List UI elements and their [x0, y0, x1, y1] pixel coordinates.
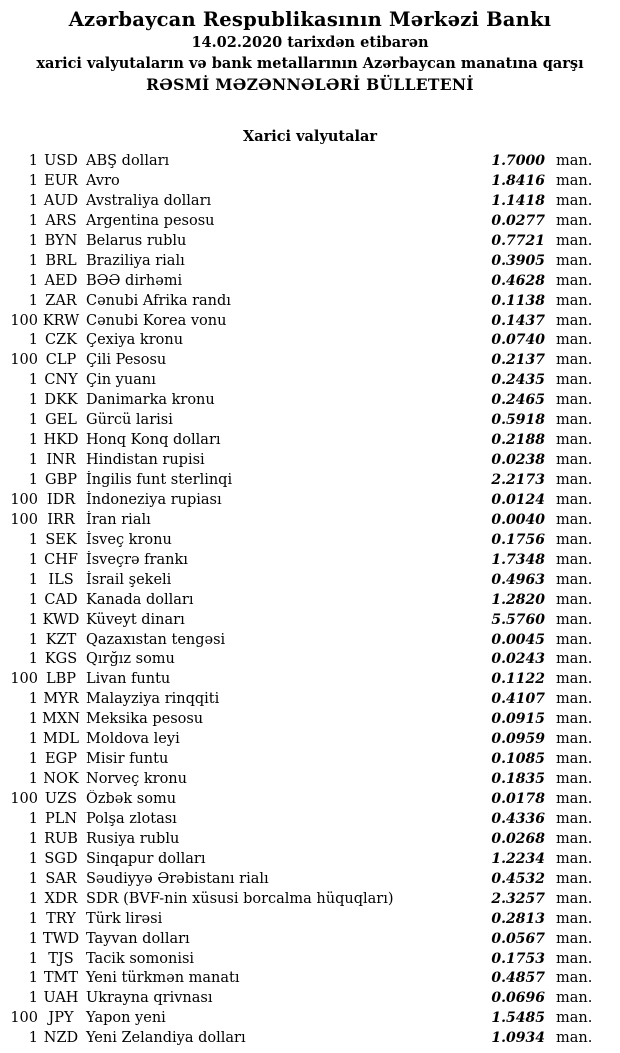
- rate-row: [0, 391, 605, 411]
- rate-currency-code: UAH: [43, 990, 79, 1007]
- rate-unit-label: man.: [556, 791, 593, 807]
- rate-quantity: 1: [28, 531, 38, 548]
- rate-currency-code: SAR: [45, 870, 77, 887]
- rate-unit-label: man.: [556, 751, 593, 768]
- rate-currency-name: Avro: [86, 172, 120, 189]
- rate-row: [0, 1009, 605, 1029]
- rate-quantity: 1: [28, 771, 38, 788]
- rate-value: 2.2173: [491, 472, 545, 488]
- rate-value: 0.0959: [491, 731, 545, 748]
- rate-row: [0, 431, 605, 451]
- rate-value: 0.0040: [491, 511, 545, 528]
- rate-row: [0, 950, 605, 970]
- rate-unit-label: man.: [556, 172, 593, 189]
- rate-value: 0.1138: [491, 292, 545, 309]
- rate-value: 1.0934: [491, 1030, 545, 1047]
- rate-row: [0, 411, 605, 431]
- rate-unit-label: man.: [556, 551, 593, 568]
- rate-quantity: 1: [28, 810, 38, 827]
- rate-value: 0.4963: [491, 571, 545, 588]
- rate-currency-code: CZK: [44, 332, 77, 349]
- rate-unit-label: man.: [556, 1010, 593, 1027]
- rate-unit-label: man.: [556, 970, 593, 987]
- rate-row: [0, 870, 605, 890]
- rate-currency-code: ILS: [48, 571, 74, 588]
- rate-value: 0.1122: [491, 671, 545, 688]
- rate-currency-name: Türk lirəsi: [86, 910, 163, 927]
- rate-currency-name: Livan funtu: [86, 671, 171, 688]
- rate-currency-code: AED: [44, 272, 78, 289]
- rate-quantity: 1: [28, 472, 38, 488]
- rate-currency-name: Danimarka kronu: [86, 392, 215, 409]
- rate-value: 0.3905: [491, 252, 545, 269]
- rate-currency-code: GEL: [45, 412, 77, 429]
- rate-currency-name: Honq Konq dolları: [86, 432, 221, 449]
- rate-currency-code: KGS: [44, 651, 78, 668]
- rate-unit-label: man.: [556, 890, 593, 907]
- rate-quantity: 1: [28, 631, 38, 648]
- rate-currency-code: KZT: [45, 631, 77, 648]
- rate-unit-label: man.: [556, 412, 593, 429]
- rate-currency-name: Tacik somonisi: [86, 950, 195, 967]
- rate-value: 0.0915: [491, 711, 545, 728]
- rate-currency-name: Hindistan rupisi: [86, 452, 205, 469]
- rate-currency-code: CHF: [44, 551, 78, 568]
- rate-unit-label: man.: [556, 491, 593, 508]
- rate-currency-code: TMT: [43, 970, 79, 987]
- rate-value: 0.4107: [491, 691, 545, 708]
- rate-quantity: 1: [28, 890, 38, 907]
- rate-unit-label: man.: [556, 810, 593, 827]
- rate-unit-label: man.: [556, 511, 593, 528]
- rate-currency-code: PLN: [44, 810, 78, 827]
- rate-currency-code: SGD: [44, 850, 78, 867]
- rate-quantity: 1: [28, 990, 38, 1007]
- rate-value: 0.2188: [491, 432, 545, 449]
- rate-row: [0, 152, 605, 172]
- rate-quantity: 100: [10, 791, 38, 807]
- rate-currency-code: EUR: [44, 172, 78, 189]
- rate-value: 0.5918: [491, 412, 545, 429]
- rate-currency-name: İndoneziya rupiası: [86, 491, 222, 508]
- rate-row: [0, 670, 605, 690]
- rate-value: 0.7721: [491, 232, 545, 249]
- rate-value: 0.0268: [491, 830, 545, 847]
- rate-currency-code: BRL: [45, 252, 77, 269]
- rate-row: [0, 571, 605, 591]
- rate-value: 1.1418: [491, 192, 545, 209]
- rate-value: 1.2234: [491, 850, 545, 867]
- rate-unit-label: man.: [556, 631, 593, 648]
- rate-currency-code: KWD: [42, 611, 80, 628]
- rate-currency-name: Yeni Zelandiya dolları: [86, 1030, 246, 1047]
- rate-quantity: 1: [28, 232, 38, 249]
- rate-currency-name: Gürcü larisi: [86, 412, 173, 429]
- rate-currency-code: UZS: [44, 791, 78, 807]
- rate-currency-name: Argentina pesosu: [86, 212, 215, 229]
- rate-currency-name: Küveyt dinarı: [86, 611, 185, 628]
- rate-unit-label: man.: [556, 591, 593, 608]
- rate-quantity: 1: [28, 153, 38, 169]
- rate-currency-name: İsrail şekeli: [86, 571, 172, 588]
- rate-quantity: 1: [28, 910, 38, 927]
- rate-quantity: 1: [28, 432, 38, 449]
- rate-currency-name: Ukrayna qrivnası: [86, 990, 213, 1007]
- rate-value: 0.2813: [491, 910, 545, 927]
- rate-currency-name: Yapon yeni: [86, 1010, 166, 1027]
- rate-quantity: 1: [28, 870, 38, 887]
- rate-currency-code: KRW: [42, 312, 80, 329]
- rate-value: 0.0696: [491, 990, 545, 1007]
- rate-currency-code: CLP: [45, 352, 77, 369]
- rate-unit-label: man.: [556, 192, 593, 209]
- rate-quantity: 100: [10, 312, 38, 329]
- rate-unit-label: man.: [556, 731, 593, 748]
- rate-currency-code: GBP: [45, 472, 77, 488]
- rate-unit-label: man.: [556, 531, 593, 548]
- rate-quantity: 1: [28, 252, 38, 269]
- rate-quantity: 1: [28, 452, 38, 469]
- rate-currency-code: TJS: [48, 950, 74, 967]
- rate-currency-name: Çin yuanı: [86, 372, 156, 389]
- rate-quantity: 1: [28, 292, 38, 309]
- rate-value: 0.0124: [491, 491, 545, 508]
- rate-currency-name: Qazaxıstan tengəsi: [86, 631, 226, 648]
- rate-quantity: 100: [10, 511, 38, 528]
- rate-unit-label: man.: [556, 232, 593, 249]
- rate-value: 0.0178: [491, 791, 545, 807]
- rate-value: 0.1437: [491, 312, 545, 329]
- rate-value: 0.2137: [491, 352, 545, 369]
- rate-unit-label: man.: [556, 910, 593, 927]
- rate-row: [0, 910, 605, 930]
- rate-unit-label: man.: [556, 352, 593, 369]
- rate-currency-name: Səudiyyə Ərəbistanı rialı: [86, 870, 269, 887]
- rate-value: 2.3257: [491, 890, 545, 907]
- rate-currency-name: Yeni türkmən manatı: [86, 970, 240, 987]
- rate-value: 5.5760: [491, 611, 545, 628]
- rate-row: [0, 511, 605, 531]
- rate-unit-label: man.: [556, 990, 593, 1007]
- rate-currency-code: NZD: [43, 1030, 79, 1047]
- rate-currency-code: MYR: [43, 691, 79, 708]
- rate-currency-code: DKK: [44, 392, 78, 409]
- rate-quantity: 1: [28, 691, 38, 708]
- rate-currency-code: XDR: [44, 890, 78, 907]
- rate-currency-name: Avstraliya dolları: [86, 192, 212, 209]
- rate-unit-label: man.: [556, 432, 593, 449]
- bulletin-subtitle: xarici valyutaların və bank metallarının Azərbaycan manatına qarşı: [36, 55, 584, 72]
- rate-unit-label: man.: [556, 392, 593, 409]
- rate-value: 0.0740: [491, 332, 545, 349]
- rate-currency-code: EGP: [45, 751, 77, 768]
- rate-unit-label: man.: [556, 930, 593, 947]
- rate-unit-label: man.: [556, 153, 593, 169]
- rate-currency-code: IRR: [47, 511, 75, 528]
- rate-currency-name: Malayziya rinqqiti: [86, 691, 220, 708]
- rate-unit-label: man.: [556, 830, 593, 847]
- rate-row: [0, 989, 605, 1009]
- rate-unit-label: man.: [556, 332, 593, 349]
- rate-currency-name: İsveç kronu: [86, 531, 172, 548]
- rate-unit-label: man.: [556, 252, 593, 269]
- rate-row: [0, 371, 605, 391]
- rate-value: 0.2435: [491, 372, 545, 389]
- rate-currency-name: SDR (BVF-nin xüsusi borcalma hüquqları): [86, 890, 394, 907]
- rate-unit-label: man.: [556, 611, 593, 628]
- rate-quantity: 1: [28, 272, 38, 289]
- rate-row: [0, 650, 605, 670]
- rate-value: 1.7000: [491, 153, 545, 169]
- rate-currency-name: Qırğız somu: [86, 651, 175, 668]
- rate-row: [0, 252, 605, 272]
- rate-currency-name: Kanada dolları: [86, 591, 194, 608]
- rate-quantity: 1: [28, 172, 38, 189]
- rate-quantity: 1: [28, 751, 38, 768]
- rate-value: 1.2820: [491, 591, 545, 608]
- rate-unit-label: man.: [556, 372, 593, 389]
- rate-quantity: 1: [28, 571, 38, 588]
- rate-currency-name: İsveçrə frankı: [86, 551, 188, 568]
- bank-title: Azərbaycan Respublikasının Mərkəzi Bankı: [68, 8, 552, 31]
- rate-value: 0.1085: [491, 751, 545, 768]
- rate-quantity: 1: [28, 392, 38, 409]
- rate-currency-code: AUD: [43, 192, 79, 209]
- rate-row: [0, 850, 605, 870]
- rate-currency-name: Braziliya rialı: [86, 252, 185, 269]
- rate-unit-label: man.: [556, 272, 593, 289]
- rate-currency-name: Tayvan dolları: [86, 930, 190, 947]
- rate-currency-code: NOK: [43, 771, 79, 788]
- rate-value: 0.2465: [491, 392, 545, 409]
- rate-quantity: 1: [28, 1030, 38, 1047]
- rate-currency-name: Cənubi Korea vonu: [86, 312, 227, 329]
- rate-value: 0.0238: [491, 452, 545, 469]
- rate-row: [0, 730, 605, 750]
- rate-value: 0.4336: [491, 810, 545, 827]
- rate-unit-label: man.: [556, 850, 593, 867]
- rate-value: 0.1753: [491, 950, 545, 967]
- rate-quantity: 100: [10, 491, 38, 508]
- rate-currency-name: Cənubi Afrika randı: [86, 292, 231, 309]
- rate-unit-label: man.: [556, 691, 593, 708]
- rate-currency-name: ABŞ dolları: [86, 153, 170, 169]
- rate-currency-code: JPY: [48, 1010, 74, 1027]
- rate-value: 1.5485: [491, 1010, 545, 1027]
- rate-quantity: 1: [28, 332, 38, 349]
- rate-currency-name: Özbək somu: [86, 791, 177, 807]
- rate-quantity: 100: [10, 1010, 38, 1027]
- rate-row: [0, 491, 605, 511]
- rate-row: [0, 471, 605, 491]
- rate-quantity: 1: [28, 930, 38, 947]
- bulletin-title: RƏSMİ MƏZƏNNƏLƏRİ BÜLLETENİ: [146, 75, 474, 94]
- rate-currency-code: MDL: [42, 731, 80, 748]
- rate-unit-label: man.: [556, 671, 593, 688]
- rate-row: [0, 331, 605, 351]
- rate-quantity: 1: [28, 711, 38, 728]
- rate-quantity: 100: [10, 671, 38, 688]
- rate-row: [0, 890, 605, 910]
- rate-quantity: 1: [28, 551, 38, 568]
- rate-row: [0, 531, 605, 551]
- rate-row: [0, 810, 605, 830]
- rate-currency-code: MXN: [42, 711, 80, 728]
- rate-currency-code: SEK: [45, 531, 77, 548]
- rate-currency-code: INR: [46, 452, 76, 469]
- section-title-foreign-currencies: Xarici valyutalar: [242, 128, 378, 145]
- rate-currency-name: BƏƏ dirhəmi: [86, 272, 183, 289]
- rate-currency-name: Belarus rublu: [86, 232, 187, 249]
- rate-currency-name: Çexiya kronu: [86, 332, 184, 349]
- rate-currency-name: Çili Pesosu: [86, 352, 167, 369]
- effective-date-line: 14.02.2020 tarixdən etibarən: [191, 34, 429, 51]
- rate-unit-label: man.: [556, 950, 593, 967]
- rate-unit-label: man.: [556, 292, 593, 309]
- rate-value: 0.1756: [491, 531, 545, 548]
- rate-currency-code: RUB: [44, 830, 78, 847]
- rate-value: 0.4857: [491, 970, 545, 987]
- rate-currency-code: USD: [44, 153, 78, 169]
- rate-unit-label: man.: [556, 312, 593, 329]
- rate-currency-code: IDR: [46, 491, 76, 508]
- rate-unit-label: man.: [556, 711, 593, 728]
- rate-row: [0, 710, 605, 730]
- rate-currency-code: ARS: [45, 212, 77, 229]
- rate-row: [0, 790, 605, 810]
- rate-currency-code: HKD: [43, 432, 79, 449]
- rate-unit-label: man.: [556, 571, 593, 588]
- rate-quantity: 1: [28, 970, 38, 987]
- rate-row: [0, 451, 605, 471]
- rate-currency-code: TRY: [46, 910, 76, 927]
- rate-quantity: 1: [28, 212, 38, 229]
- rate-currency-name: Rusiya rublu: [86, 830, 180, 847]
- rate-quantity: 1: [28, 830, 38, 847]
- rate-row: [0, 351, 605, 371]
- rate-row: [0, 631, 605, 651]
- rate-row: [0, 1029, 605, 1049]
- rate-currency-code: CNY: [44, 372, 78, 389]
- rate-quantity: 1: [28, 412, 38, 429]
- rates-table: [0, 152, 620, 1049]
- rate-currency-name: İngilis funt sterlinqi: [86, 472, 233, 488]
- rate-row: [0, 611, 605, 631]
- rate-currency-code: BYN: [44, 232, 78, 249]
- rate-unit-label: man.: [556, 212, 593, 229]
- rate-row: [0, 830, 605, 850]
- rate-row: [0, 770, 605, 790]
- rate-quantity: 1: [28, 850, 38, 867]
- rate-value: 0.0277: [491, 212, 545, 229]
- rate-quantity: 100: [10, 352, 38, 369]
- rate-row: [0, 272, 605, 292]
- rate-row: [0, 192, 605, 212]
- rate-currency-name: Norveç kronu: [86, 771, 187, 788]
- rate-value: 0.0045: [491, 631, 545, 648]
- rate-value: 0.1835: [491, 771, 545, 788]
- rate-row: [0, 930, 605, 950]
- rate-value: 1.8416: [491, 172, 545, 189]
- rate-currency-name: Meksika pesosu: [86, 711, 204, 728]
- rate-value: 0.0243: [491, 651, 545, 668]
- rate-unit-label: man.: [556, 651, 593, 668]
- rate-currency-code: LBP: [45, 671, 77, 688]
- rate-unit-label: man.: [556, 870, 593, 887]
- rate-currency-name: Polşa zlotası: [86, 810, 177, 827]
- rate-unit-label: man.: [556, 771, 593, 788]
- rate-value: 0.0567: [491, 930, 545, 947]
- rate-quantity: 1: [28, 950, 38, 967]
- rate-row: [0, 312, 605, 332]
- rate-row: [0, 232, 605, 252]
- rate-value: 1.7348: [491, 551, 545, 568]
- rate-row: [0, 591, 605, 611]
- rate-quantity: 1: [28, 651, 38, 668]
- rate-currency-code: CAD: [44, 591, 78, 608]
- rate-row: [0, 690, 605, 710]
- rate-quantity: 1: [28, 192, 38, 209]
- rate-quantity: 1: [28, 372, 38, 389]
- rate-row: [0, 292, 605, 312]
- rate-row: [0, 212, 605, 232]
- rate-currency-name: Misir funtu: [86, 751, 169, 768]
- rate-row: [0, 172, 605, 192]
- rate-currency-name: İran rialı: [86, 511, 151, 528]
- rate-quantity: 1: [28, 731, 38, 748]
- rate-unit-label: man.: [556, 452, 593, 469]
- rate-unit-label: man.: [556, 1030, 593, 1047]
- rate-row: [0, 969, 605, 989]
- rate-currency-name: Moldova leyi: [86, 731, 180, 748]
- rate-currency-code: TWD: [42, 930, 80, 947]
- rate-row: [0, 551, 605, 571]
- rate-row: [0, 750, 605, 770]
- rate-currency-name: Sinqapur dolları: [86, 850, 206, 867]
- rate-value: 0.4628: [491, 272, 545, 289]
- rate-unit-label: man.: [556, 472, 593, 488]
- rate-currency-code: ZAR: [45, 292, 77, 309]
- rate-value: 0.4532: [491, 870, 545, 887]
- rate-quantity: 1: [28, 611, 38, 628]
- rate-quantity: 1: [28, 591, 38, 608]
